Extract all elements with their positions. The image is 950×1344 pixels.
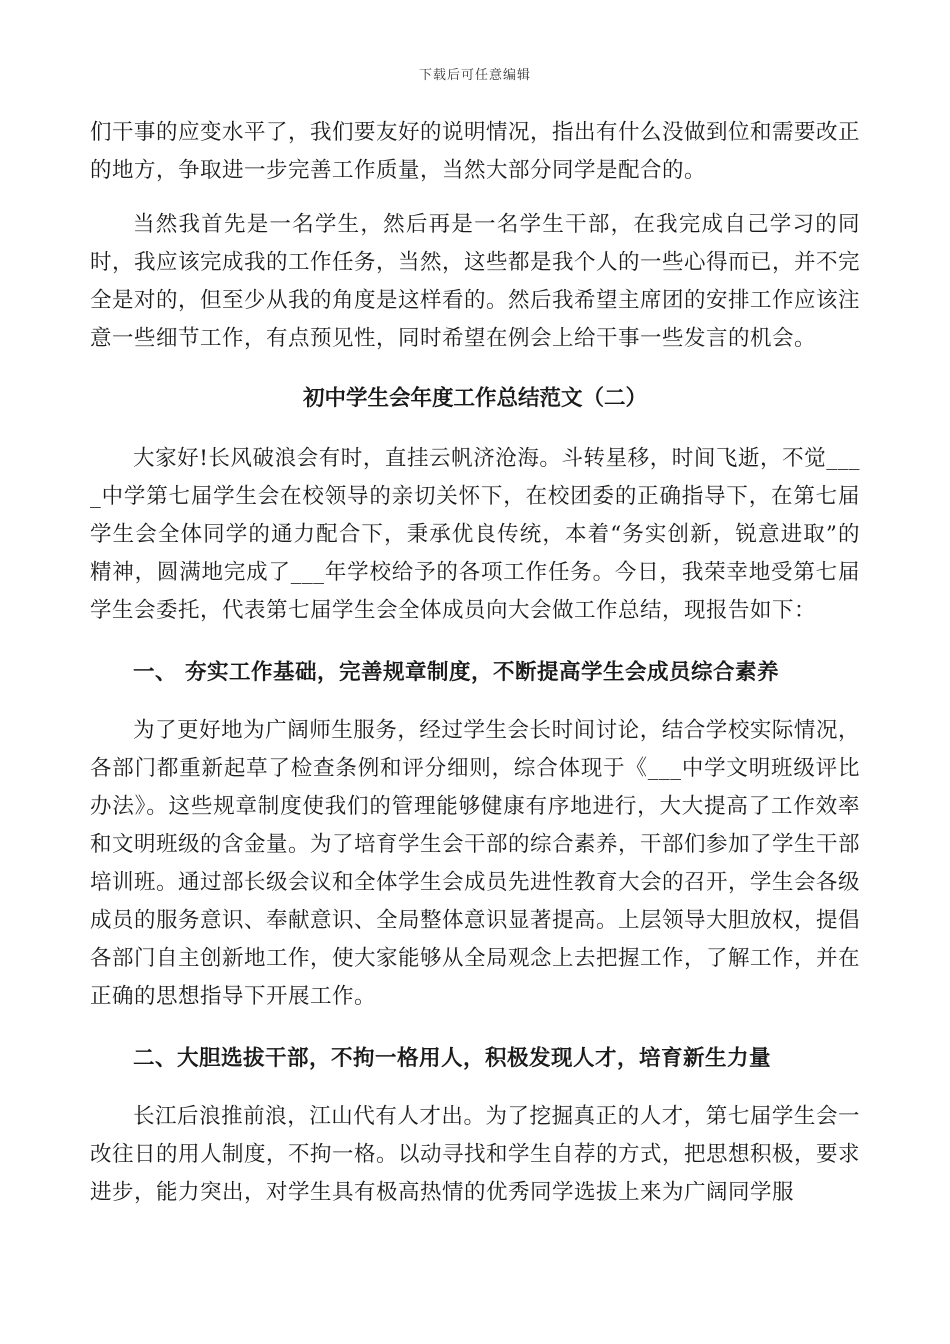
paragraph-greeting: 大家好!长风破浪会有时，直挂云帆济沧海。斗转星移，时间飞逝，不觉____中学第七届学生会在校领导的亲切关怀下，在校团委的正确指导下，在第七届学生会全体同学的通力配合下，秉承优良传统，本着“务实创新，锐意进取”的精神，圆满地完成了___年学校给予的各项工作任务。今日，我荣幸地受第七届学生会委托，代表第七届学生会全体成员向大会做工作总结，现报告如下：	[90, 446, 860, 623]
page-header: 下载后可任意编辑	[418, 68, 531, 83]
section-heading-2: 二、大胆选拔干部，不拘一格用人，积极发现人才，培育新生力量	[133, 1046, 772, 1071]
document-title: 初中学生会年度工作总结范文（二）	[302, 386, 647, 411]
paragraph-section-1: 为了更好地为广阔师生服务，经过学生会长时间讨论，结合学校实际情况，各部门都重新起草了检查条例和评分细则，综合体现于《___中学文明班级评比办法》。这些规章制度使我们的管理能够健康有序地进行，大大提高了工作效率和文明班级的含金量。为了培育学生会干部的综合素养，干部们参加了学生干部培训班。通过部长级会议和全体学生会成员先进性教育大会的召开，学生会各级成员的服务意识、奉献意识、全局整体意识显著提高。上层领导大胆放权，提倡各部门自主创新地工作，使大家能够从全局观念上去把握工作，了解工作，并在正确的思想指导下开展工作。	[90, 718, 861, 1009]
paragraph-reflection: 当然我首先是一名学生，然后再是一名学生干部，在我完成自己学习的同时，我应该完成我的工作任务，当然，这些都是我个人的一些心得而已，并不完全是对的，但至少从我的角度是这样看的。然后我希望主席团的安排工作应该注意一些细节工作，有点预见性，同时希望在例会上给干事一些发言的机会。	[90, 212, 861, 351]
paragraph-continuation: 们干事的应变水平了，我们要友好的说明情况，指出有什么没做到位和需要改正的地方，争取进一步完善工作质量，当然大部分同学是配合的。	[90, 120, 861, 183]
document-body	[90, 114, 860, 1212]
paragraph-section-2: 长江后浪推前浪，江山代有人才出。为了挖掘真正的人才，第七届学生会一改往日的用人制度，不拘一格。以动寻找和学生自荐的方式，把思想积极，要求进步，能力突出，对学生具有极高热情的优秀同学选拔上来为广阔同学服	[90, 1104, 861, 1205]
section-heading-1: 一、 夯实工作基础，完善规章制度，不断提高学生会成员综合素养	[133, 660, 779, 685]
